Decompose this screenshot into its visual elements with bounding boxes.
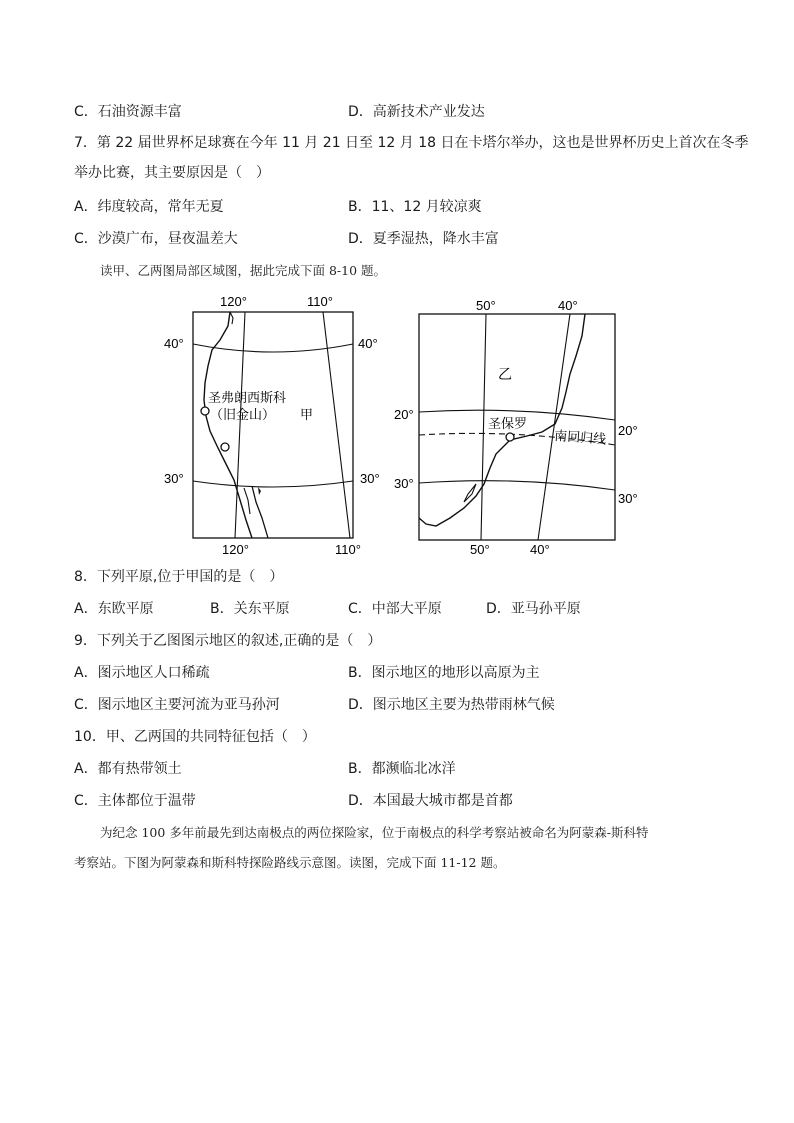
map-yi-parallel-30 [419, 481, 615, 490]
map-jia-lon-bottom-left: 120° [222, 542, 249, 557]
map-yi [392, 288, 652, 560]
q8-option-d: D．亚马孙平原 [486, 601, 581, 617]
map-yi-tropic-label: 南回归线 [553, 428, 607, 447]
map-yi-lon-bottom-right: 40° [530, 542, 550, 557]
q9-option-c: C．图示地区主要河流为亚马孙河 [74, 697, 280, 713]
map-jia-city-la-marker [221, 443, 229, 451]
map-jia-svg [160, 288, 400, 560]
map-jia-frame [193, 312, 353, 538]
map-jia-city-sf-marker [201, 407, 209, 415]
intro-8-10: 读甲、乙两图局部区域图，据此完成下面 8-10 题。 [100, 263, 387, 278]
q10-option-c: C．主体都位于温带 [74, 793, 196, 809]
map-jia-coastline [204, 312, 252, 538]
map-yi-lat-30-left: 30° [394, 476, 414, 491]
map-yi-lat-30-right: 30° [618, 491, 638, 506]
q8-stem: 8．下列平原,位于甲国的是（ ） [74, 569, 284, 585]
q7-stem-line1: 7．第 22 届世界杯足球赛在今年 11 月 21 日至 12 月 18 日在卡塔尔举办，这也是世界杯历史上首次在冬季 [74, 135, 749, 151]
q10-option-d: D．本国最大城市都是首都 [348, 793, 513, 809]
map-jia-lat-40-left: 40° [164, 336, 184, 351]
q7-option-c: C．沙漠广布，昼夜温差大 [74, 231, 238, 247]
q10-option-a: A．都有热带领土 [74, 761, 182, 777]
map-yi-country-label: 乙 [498, 366, 512, 382]
map-jia [160, 288, 400, 560]
map-jia-lat-30-right: 30° [360, 471, 380, 486]
intro-11-12-line1: 为纪念 100 多年前最先到达南极点的两位探险家，位于南极点的科学考察站被命名为阿蒙森-斯科特 [100, 825, 649, 840]
map-jia-lon-top-right: 110° [307, 294, 333, 309]
map-yi-meridian-50 [481, 314, 486, 540]
q7-stem-line2: 举办比赛，其主要原因是（ ） [74, 165, 270, 181]
map-yi-lat-20-left: 20° [394, 407, 414, 422]
map-yi-city-name: 圣保罗 [488, 416, 528, 431]
q6-option-c: C．石油资源丰富 [74, 104, 182, 120]
map-yi-svg [392, 288, 652, 560]
map-jia-parallel-40 [193, 344, 353, 352]
map-yi-lon-top-left: 50° [476, 298, 496, 313]
map-jia-city-name: 圣弗朗西斯科 [208, 390, 287, 405]
map-jia-country-label: 甲 [300, 407, 314, 422]
q8-option-c: C．中部大平原 [348, 601, 442, 617]
q10-stem: 10．甲、乙两国的共同特征包括（ ） [74, 729, 316, 745]
q7-option-b: B．11、12 月较凉爽 [348, 199, 482, 215]
map-jia-meridian-120 [235, 312, 245, 538]
q8-option-a: A．东欧平原 [74, 601, 154, 617]
map-yi-lagoon [464, 484, 476, 502]
map-yi-city-marker [506, 433, 514, 441]
map-jia-lat-30-left: 30° [164, 471, 184, 486]
map-jia-baja-coast [244, 488, 250, 514]
map-jia-lon-top-left: 120° [220, 294, 247, 309]
intro-11-12-line2: 考察站。下图为阿蒙森和斯科特探险路线示意图。读图，完成下面 11-12 题。 [74, 855, 506, 870]
map-jia-gulf-coast [252, 486, 268, 538]
q6-option-d: D．高新技术产业发达 [348, 104, 485, 120]
q8-option-b: B．关东平原 [210, 601, 290, 617]
q7-option-d: D．夏季湿热，降水丰富 [348, 231, 499, 247]
map-yi-lat-20-right: 20° [618, 423, 638, 438]
map-jia-parallel-30 [193, 481, 353, 487]
q7-option-a: A．纬度较高，常年无夏 [74, 199, 224, 215]
map-jia-lon-bottom-right: 110° [335, 542, 361, 557]
map-yi-lon-top-right: 40° [558, 298, 578, 313]
q9-option-b: B．图示地区的地形以高原为主 [348, 665, 540, 681]
q9-option-a: A．图示地区人口稀疏 [74, 665, 210, 681]
map-jia-lat-40-right: 40° [358, 336, 378, 351]
map-jia-city-alias: （旧金山） [210, 407, 276, 422]
q9-stem: 9．下列关于乙图图示地区的叙述,正确的是（ ） [74, 633, 382, 649]
map-yi-lon-bottom-left: 50° [470, 542, 490, 557]
map-jia-island [258, 487, 261, 495]
q10-option-b: B．都濒临北冰洋 [348, 761, 456, 777]
q9-option-d: D．图示地区主要为热带雨林气候 [348, 697, 555, 713]
